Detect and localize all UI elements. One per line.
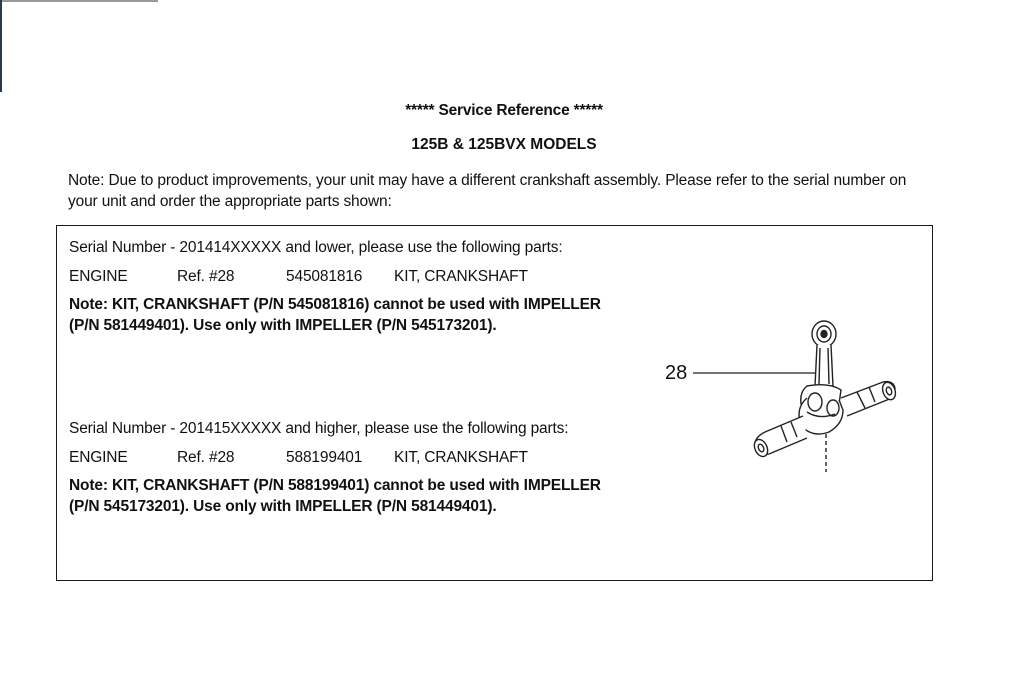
part-description: KIT, CRANKSHAFT — [394, 449, 528, 466]
compatibility-warning: Note: KIT, CRANKSHAFT (P/N 545081816) cannot be used with IMPELLER (P/N 581449401). Use only with IMPELLER (P/N 545173201). — [69, 296, 601, 334]
parts-box — [56, 225, 933, 581]
part-row — [69, 448, 609, 468]
callout-label: 28 — [665, 362, 688, 384]
left-edge-bar — [0, 0, 2, 92]
part-number: 545081816 — [286, 268, 363, 285]
serial-range-text: Serial Number - 201415XXXXX and higher, please use the following parts: — [69, 420, 569, 437]
intro-note: Note: Due to product improvements, your unit may have a different crankshaft assembly. Please refer to the serial number on your unit and order the appropriate parts shown: — [68, 172, 907, 210]
part-ref: Ref. #28 — [177, 449, 235, 466]
part-description: KIT, CRANKSHAFT — [394, 268, 528, 285]
part-ref: Ref. #28 — [177, 268, 235, 285]
crankshaft-drawing — [752, 321, 898, 472]
part-row — [69, 267, 609, 287]
part-category: ENGINE — [69, 449, 128, 466]
serial-section-higher — [69, 419, 609, 517]
top-edge-bar — [0, 0, 158, 2]
crankshaft-diagram-icon — [657, 316, 917, 486]
serial-range-text: Serial Number - 201414XXXXX and lower, please use the following parts: — [69, 239, 563, 256]
document-subtitle: 125B & 125BVX MODELS — [411, 136, 597, 153]
part-number: 588199401 — [286, 449, 363, 466]
part-category: ENGINE — [69, 268, 128, 285]
serial-section-lower — [69, 238, 609, 336]
compatibility-warning: Note: KIT, CRANKSHAFT (P/N 588199401) cannot be used with IMPELLER (P/N 545173201). Use only with IMPELLER (P/N 581449401). — [69, 477, 601, 515]
document-title: ***** Service Reference ***** — [405, 102, 603, 119]
